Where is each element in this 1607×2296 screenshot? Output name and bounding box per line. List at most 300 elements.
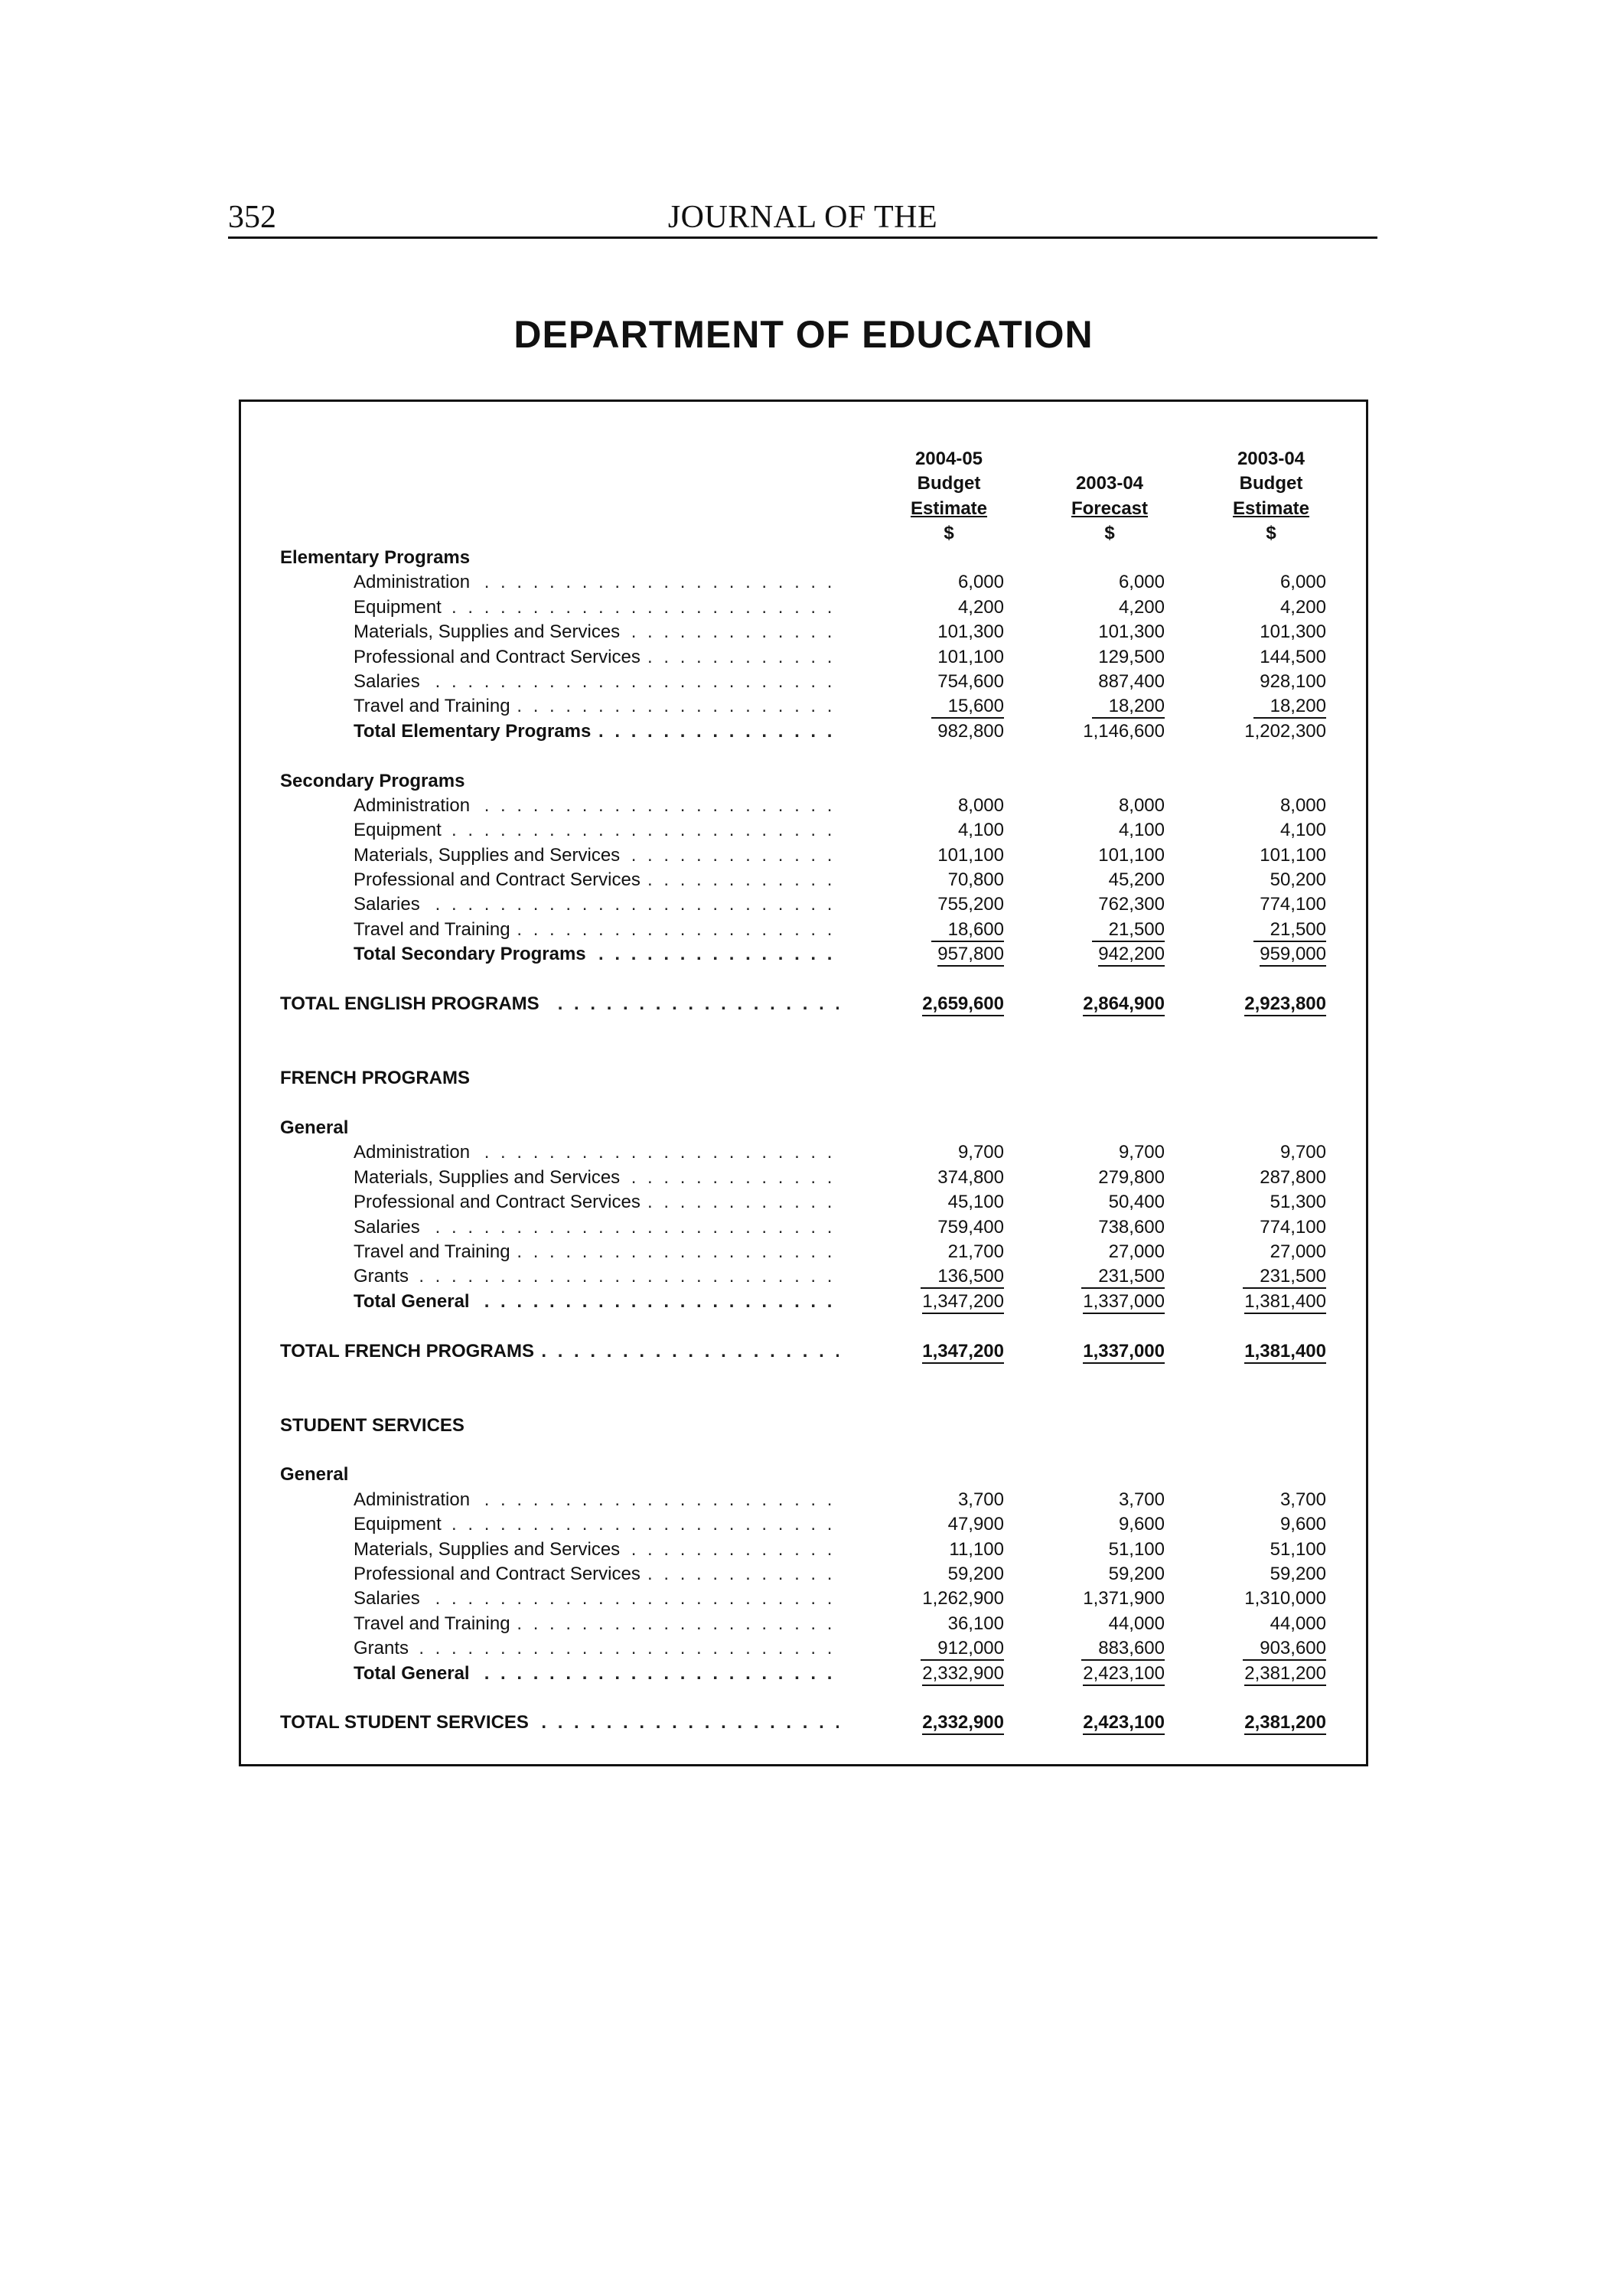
- row-spacer: [280, 1438, 1328, 1463]
- amount-value: 59,200: [1270, 1564, 1326, 1585]
- line-item-row: [280, 1264, 1328, 1289]
- subtotal-row: [280, 942, 1328, 967]
- grand-total-label: TOTAL STUDENT SERVICES: [280, 1712, 536, 1733]
- amount-cell: [843, 570, 1004, 595]
- amount-value: 4,200: [1118, 596, 1165, 618]
- subtotal-label: Total Secondary Programs: [354, 944, 594, 964]
- amount-cell: [1165, 1562, 1326, 1587]
- line-item-row: [280, 1240, 1328, 1264]
- amount-value: 9,700: [957, 1142, 1004, 1163]
- amount-cell: [1004, 868, 1165, 892]
- row-label-cell: [354, 1538, 839, 1562]
- line-item-row: [280, 694, 1328, 719]
- budget-table-rows: [280, 546, 1328, 1736]
- amount-cell: [843, 1538, 1004, 1562]
- amount-cell: [1165, 620, 1326, 644]
- row-label-cell: [354, 818, 839, 843]
- amount-cell: [843, 1562, 1004, 1587]
- amount-cell: [1004, 1512, 1165, 1537]
- row-label-cell: [354, 1215, 839, 1240]
- row-label-cell: [354, 1636, 839, 1661]
- amount-value: 1,262,900: [922, 1588, 1004, 1609]
- amount-value: 21,500: [1253, 919, 1326, 942]
- row-spacer: [280, 1364, 1328, 1414]
- amount-cell: [1004, 942, 1165, 967]
- amount-value: 4,200: [1279, 596, 1326, 618]
- amount-value: 51,100: [1108, 1538, 1165, 1560]
- row-label-cell: [354, 670, 839, 694]
- row-label-cell: [354, 694, 839, 719]
- amount-value: 738,600: [1098, 1216, 1165, 1238]
- amount-cell: [1165, 818, 1326, 843]
- amount-value: 50,400: [1108, 1192, 1165, 1213]
- row-label-cell: [280, 1339, 839, 1364]
- amount-cell: [1004, 1339, 1165, 1364]
- amount-cell: [843, 1636, 1004, 1661]
- subtotal-row: [280, 1290, 1328, 1314]
- line-item-row: [280, 620, 1328, 644]
- amount-value: 6,000: [957, 572, 1004, 593]
- amount-value: 4,100: [1118, 820, 1165, 841]
- row-label-cell: [280, 992, 839, 1016]
- amount-cell: [1165, 1264, 1326, 1289]
- section-heading: General: [280, 1464, 354, 1485]
- grand-total-row: [280, 1711, 1328, 1735]
- amount-cell: [1165, 918, 1326, 942]
- amount-value: 2,423,100: [1083, 1663, 1165, 1686]
- amount-value: 11,100: [949, 1538, 1004, 1560]
- row-label-cell: [354, 794, 839, 818]
- section-heading-row: [280, 1116, 1328, 1140]
- row-label-cell: [354, 1488, 839, 1512]
- line-item-label: Salaries: [354, 671, 428, 692]
- line-item-label: Travel and Training: [354, 1241, 518, 1262]
- amount-value: 44,000: [1108, 1613, 1165, 1634]
- amount-cell: [843, 794, 1004, 818]
- row-label-cell: [354, 1166, 839, 1190]
- amount-value: 982,800: [937, 720, 1004, 742]
- row-label-cell: [354, 918, 839, 942]
- amount-value: 3,700: [1118, 1489, 1165, 1510]
- column-header-2003-04-budget-estimate: [1187, 447, 1355, 546]
- amount-cell: [1165, 1711, 1326, 1735]
- column-header-line: Estimate: [1232, 497, 1310, 519]
- amount-value: 774,100: [1260, 894, 1326, 915]
- amount-cell: [1165, 645, 1326, 670]
- amount-cell: [1004, 620, 1165, 644]
- row-label-cell: [280, 1414, 839, 1438]
- amount-value: 2,332,900: [922, 1712, 1004, 1735]
- amount-value: 2,864,900: [1083, 993, 1165, 1016]
- line-item-label: Equipment: [354, 820, 449, 840]
- amount-cell: [1165, 670, 1326, 694]
- amount-value: 3,700: [957, 1489, 1004, 1510]
- column-header-line: 2004-05: [914, 448, 983, 469]
- line-item-row: [280, 843, 1328, 868]
- section-heading-row: [280, 546, 1328, 570]
- amount-value: 928,100: [1260, 670, 1326, 692]
- amount-cell: [843, 1140, 1004, 1165]
- amount-value: 51,100: [1270, 1538, 1326, 1560]
- amount-value: 70,800: [947, 869, 1004, 891]
- line-item-label: Materials, Supplies and Services: [354, 845, 627, 866]
- amount-value: 18,600: [931, 919, 1004, 942]
- amount-cell: [1004, 992, 1165, 1016]
- amount-cell: [843, 843, 1004, 868]
- line-item-row: [280, 892, 1328, 917]
- row-label-cell: [354, 1612, 839, 1636]
- amount-value: 1,202,300: [1244, 720, 1326, 742]
- line-item-row: [280, 1190, 1328, 1215]
- subtotal-row: [280, 1662, 1328, 1686]
- amount-value: 759,400: [937, 1216, 1004, 1238]
- amount-cell: [1165, 1339, 1326, 1364]
- amount-value: 231,500: [1081, 1266, 1165, 1289]
- line-item-row: [280, 570, 1328, 595]
- amount-value: 101,300: [1260, 621, 1326, 643]
- row-spacer: [280, 1686, 1328, 1711]
- column-header-line: 2003-04: [1075, 473, 1144, 494]
- amount-value: 903,600: [1243, 1638, 1326, 1661]
- amount-cell: [843, 1512, 1004, 1537]
- line-item-label: Grants: [354, 1266, 416, 1287]
- line-item-label: Administration: [354, 795, 478, 816]
- amount-value: 2,423,100: [1083, 1712, 1165, 1735]
- row-spacer: [280, 1091, 1328, 1116]
- subtotal-label: Total General: [354, 1663, 478, 1684]
- grand-total-row: [280, 992, 1328, 1016]
- page-number: 352: [228, 200, 276, 235]
- amount-value: 2,381,200: [1244, 1712, 1326, 1735]
- amount-value: 2,923,800: [1244, 993, 1326, 1016]
- amount-value: 374,800: [937, 1166, 1004, 1188]
- amount-cell: [1004, 1662, 1165, 1686]
- amount-cell: [1165, 694, 1326, 719]
- amount-cell: [1165, 1166, 1326, 1190]
- amount-cell: [843, 595, 1004, 620]
- amount-value: 9,600: [1118, 1514, 1165, 1535]
- amount-cell: [1165, 1215, 1326, 1240]
- amount-cell: [1004, 1538, 1165, 1562]
- amount-value: 8,000: [1118, 794, 1165, 816]
- amount-cell: [843, 670, 1004, 694]
- amount-cell: [1165, 1190, 1326, 1215]
- amount-cell: [1004, 1612, 1165, 1636]
- line-item-label: Salaries: [354, 1217, 428, 1238]
- amount-value: 4,100: [1279, 820, 1326, 841]
- amount-value: 6,000: [1279, 572, 1326, 593]
- amount-cell: [1004, 1264, 1165, 1289]
- amount-cell: [1004, 645, 1165, 670]
- amount-value: 50,200: [1270, 869, 1326, 891]
- column-header-2004-05-budget-estimate: [865, 447, 1033, 546]
- amount-value: 1,347,200: [922, 1291, 1004, 1314]
- amount-value: 4,200: [957, 596, 1004, 618]
- amount-value: 1,381,400: [1244, 1291, 1326, 1314]
- amount-cell: [843, 992, 1004, 1016]
- row-label-cell: [354, 1562, 839, 1587]
- row-spacer: [280, 967, 1328, 992]
- amount-cell: [1004, 892, 1165, 917]
- line-item-row: [280, 645, 1328, 670]
- amount-cell: [1004, 1140, 1165, 1165]
- line-item-label: Travel and Training: [354, 919, 518, 940]
- amount-value: 9,600: [1279, 1514, 1326, 1535]
- amount-cell: [843, 1264, 1004, 1289]
- row-label-cell: [354, 719, 839, 744]
- amount-cell: [1165, 1612, 1326, 1636]
- amount-cell: [843, 868, 1004, 892]
- amount-cell: [1004, 1562, 1165, 1587]
- row-label-cell: [280, 769, 839, 794]
- amount-value: 101,100: [1098, 844, 1165, 866]
- section-heading-row: [280, 1463, 1328, 1487]
- amount-value: 144,500: [1260, 646, 1326, 667]
- page-header: [228, 196, 1377, 239]
- subtotal-row: [280, 719, 1328, 744]
- amount-cell: [843, 1290, 1004, 1314]
- column-header-line: [1025, 447, 1194, 471]
- amount-value: 279,800: [1098, 1166, 1165, 1188]
- line-item-label: Salaries: [354, 894, 428, 915]
- section-heading: Elementary Programs: [280, 547, 476, 568]
- amount-cell: [1165, 1538, 1326, 1562]
- amount-value: 287,800: [1260, 1166, 1326, 1188]
- line-item-row: [280, 1512, 1328, 1537]
- amount-value: 942,200: [1098, 944, 1165, 967]
- line-item-row: [280, 670, 1328, 694]
- amount-cell: [843, 918, 1004, 942]
- amount-value: 27,000: [1270, 1241, 1326, 1262]
- row-label-cell: [354, 1240, 839, 1264]
- amount-cell: [1004, 918, 1165, 942]
- amount-value: 3,700: [1279, 1489, 1326, 1510]
- line-item-label: Administration: [354, 572, 478, 592]
- column-header-line: 2003-04: [1237, 448, 1305, 469]
- amount-cell: [1165, 1290, 1326, 1314]
- amount-cell: [1004, 1711, 1165, 1735]
- row-label-cell: [354, 1290, 839, 1314]
- row-label-cell: [280, 1463, 839, 1487]
- amount-value: 8,000: [1279, 794, 1326, 816]
- amount-value: 59,200: [947, 1564, 1004, 1585]
- line-item-label: Materials, Supplies and Services: [354, 621, 627, 642]
- amount-cell: [843, 1711, 1004, 1735]
- row-label-cell: [354, 892, 839, 917]
- amount-cell: [1004, 595, 1165, 620]
- amount-cell: [1004, 719, 1165, 744]
- amount-value: 59,200: [1108, 1564, 1165, 1585]
- amount-cell: [843, 620, 1004, 644]
- amount-value: 136,500: [921, 1266, 1004, 1289]
- line-item-row: [280, 1215, 1328, 1240]
- line-item-label: Professional and Contract Services: [354, 647, 648, 667]
- page-title: DEPARTMENT OF EDUCATION: [513, 313, 1094, 356]
- amount-value: 1,310,000: [1244, 1588, 1326, 1609]
- amount-cell: [1165, 1587, 1326, 1611]
- line-item-row: [280, 1166, 1328, 1190]
- amount-cell: [843, 1612, 1004, 1636]
- line-item-row: [280, 1587, 1328, 1611]
- header-rule: [228, 236, 1377, 239]
- row-label-cell: [280, 1116, 839, 1140]
- line-item-label: Grants: [354, 1638, 416, 1658]
- line-item-label: Equipment: [354, 597, 449, 618]
- amount-cell: [1165, 570, 1326, 595]
- amount-cell: [1004, 1215, 1165, 1240]
- row-label-cell: [354, 1662, 839, 1686]
- amount-cell: [1004, 818, 1165, 843]
- line-item-label: Materials, Supplies and Services: [354, 1539, 627, 1560]
- program-heading: STUDENT SERVICES: [280, 1415, 471, 1436]
- amount-cell: [1165, 1636, 1326, 1661]
- column-header-unit: $: [944, 523, 954, 544]
- amount-cell: [1165, 1488, 1326, 1512]
- amount-cell: [1165, 1240, 1326, 1264]
- amount-cell: [1004, 1240, 1165, 1264]
- amount-cell: [843, 1166, 1004, 1190]
- amount-value: 912,000: [921, 1638, 1004, 1661]
- amount-value: 15,600: [931, 696, 1004, 719]
- amount-value: 1,381,400: [1244, 1341, 1326, 1364]
- amount-cell: [843, 1662, 1004, 1686]
- subtotal-label: Total Elementary Programs: [354, 721, 598, 742]
- journal-title: JOURNAL OF THE: [667, 200, 938, 235]
- row-label-cell: [354, 868, 839, 892]
- amount-value: 101,100: [1260, 844, 1326, 866]
- amount-value: 36,100: [947, 1613, 1004, 1634]
- amount-cell: [843, 1215, 1004, 1240]
- amount-cell: [843, 892, 1004, 917]
- amount-cell: [843, 942, 1004, 967]
- amount-value: 1,337,000: [1083, 1291, 1165, 1314]
- amount-value: 754,600: [937, 670, 1004, 692]
- row-label-cell: [354, 645, 839, 670]
- amount-cell: [1165, 1512, 1326, 1537]
- amount-value: 959,000: [1260, 944, 1326, 967]
- amount-cell: [1004, 694, 1165, 719]
- amount-value: 18,200: [1092, 696, 1165, 719]
- line-item-row: [280, 595, 1328, 620]
- amount-cell: [843, 645, 1004, 670]
- line-item-row: [280, 818, 1328, 843]
- grand-total-row: [280, 1339, 1328, 1364]
- amount-cell: [1165, 719, 1326, 744]
- amount-value: 1,371,900: [1083, 1588, 1165, 1609]
- amount-value: 1,347,200: [922, 1341, 1004, 1364]
- amount-value: 774,100: [1260, 1216, 1326, 1238]
- line-item-row: [280, 918, 1328, 942]
- line-item-row: [280, 868, 1328, 892]
- amount-value: 2,659,600: [922, 993, 1004, 1016]
- amount-value: 887,400: [1098, 670, 1165, 692]
- amount-cell: [1004, 1488, 1165, 1512]
- row-label-cell: [354, 942, 839, 967]
- amount-cell: [1165, 892, 1326, 917]
- column-header-unit: $: [1104, 523, 1115, 544]
- amount-cell: [1004, 1587, 1165, 1611]
- row-label-cell: [354, 843, 839, 868]
- line-item-label: Equipment: [354, 1514, 449, 1534]
- amount-cell: [843, 1587, 1004, 1611]
- amount-value: 231,500: [1243, 1266, 1326, 1289]
- amount-value: 101,100: [937, 844, 1004, 866]
- line-item-label: Travel and Training: [354, 1613, 518, 1634]
- row-spacer: [280, 1314, 1328, 1339]
- amount-cell: [1165, 794, 1326, 818]
- amount-cell: [843, 1488, 1004, 1512]
- amount-cell: [1165, 868, 1326, 892]
- amount-cell: [1004, 1190, 1165, 1215]
- row-spacer: [280, 744, 1328, 768]
- row-label-cell: [354, 570, 839, 595]
- line-item-label: Administration: [354, 1489, 478, 1510]
- amount-cell: [1004, 570, 1165, 595]
- amount-value: 129,500: [1098, 646, 1165, 667]
- line-item-label: Administration: [354, 1142, 478, 1163]
- amount-cell: [1004, 1166, 1165, 1190]
- amount-value: 6,000: [1118, 572, 1165, 593]
- grand-total-label: TOTAL ENGLISH PROGRAMS: [280, 993, 547, 1014]
- line-item-label: Materials, Supplies and Services: [354, 1167, 627, 1188]
- line-item-row: [280, 794, 1328, 818]
- amount-cell: [1004, 1636, 1165, 1661]
- line-item-label: Professional and Contract Services: [354, 869, 648, 890]
- section-heading: Secondary Programs: [280, 771, 471, 791]
- section-heading-row: [280, 769, 1328, 794]
- program-heading-row: [280, 1414, 1328, 1438]
- row-label-cell: [354, 595, 839, 620]
- amount-value: 4,100: [957, 820, 1004, 841]
- column-header-line: Forecast: [1071, 497, 1149, 519]
- amount-value: 51,300: [1270, 1192, 1326, 1213]
- amount-value: 2,381,200: [1244, 1663, 1326, 1686]
- row-spacer: [280, 1016, 1328, 1066]
- amount-value: 18,200: [1253, 696, 1326, 719]
- column-header-2003-04-forecast: [1025, 447, 1194, 546]
- line-item-row: [280, 1140, 1328, 1165]
- amount-cell: [843, 694, 1004, 719]
- amount-cell: [1004, 843, 1165, 868]
- amount-value: 957,800: [937, 944, 1004, 967]
- row-label-cell: [354, 1140, 839, 1165]
- amount-cell: [1004, 794, 1165, 818]
- amount-value: 45,100: [947, 1192, 1004, 1213]
- amount-value: 1,146,600: [1083, 720, 1165, 742]
- amount-value: 21,700: [947, 1241, 1004, 1262]
- line-item-row: [280, 1538, 1328, 1562]
- row-label-cell: [354, 1190, 839, 1215]
- amount-cell: [1165, 942, 1326, 967]
- amount-value: 883,600: [1081, 1638, 1165, 1661]
- amount-value: 101,300: [1098, 621, 1165, 643]
- amount-value: 45,200: [1108, 869, 1165, 891]
- amount-cell: [843, 1339, 1004, 1364]
- amount-value: 2,332,900: [922, 1663, 1004, 1686]
- amount-cell: [843, 1190, 1004, 1215]
- amount-cell: [843, 1240, 1004, 1264]
- amount-value: 47,900: [947, 1514, 1004, 1535]
- column-header-unit: $: [1266, 523, 1276, 544]
- amount-cell: [843, 818, 1004, 843]
- row-label-cell: [280, 546, 839, 570]
- amount-value: 27,000: [1108, 1241, 1165, 1262]
- column-header-line: Budget: [1239, 473, 1303, 494]
- column-header-line: Estimate: [910, 497, 988, 519]
- amount-value: 755,200: [937, 894, 1004, 915]
- line-item-row: [280, 1636, 1328, 1661]
- amount-value: 8,000: [957, 794, 1004, 816]
